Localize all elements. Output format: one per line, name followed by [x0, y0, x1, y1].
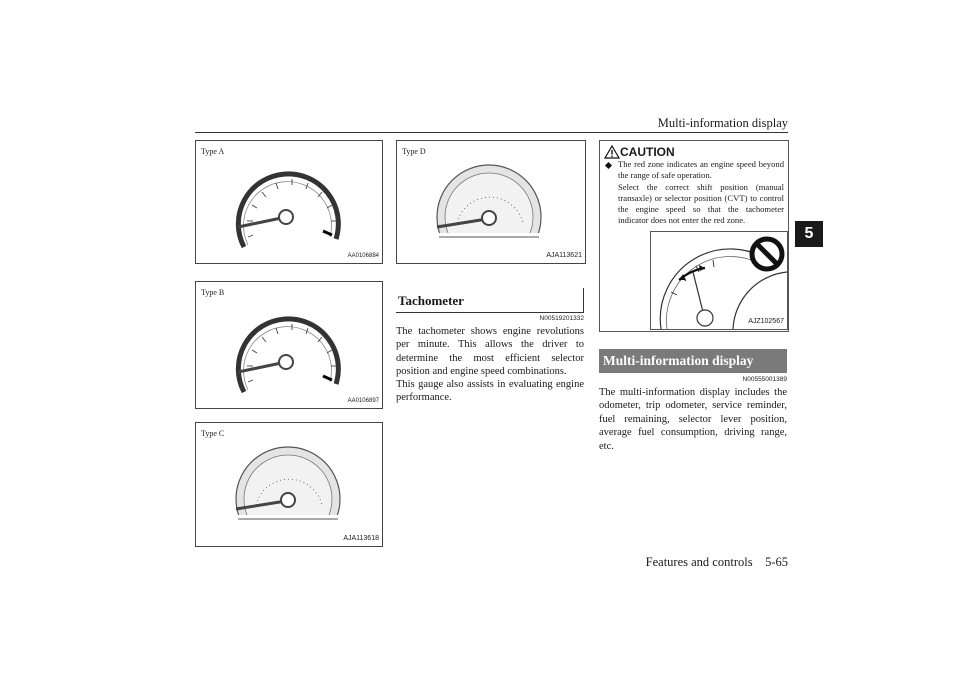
- caution-figure-code: AJZ102567: [748, 318, 784, 325]
- figure-code: AJA113621: [546, 252, 582, 259]
- multi-info-heading: [599, 349, 787, 373]
- tachometer-gauge-d: [397, 141, 585, 263]
- header-rule: [195, 132, 788, 133]
- tachometer-gauge-b: [196, 282, 382, 408]
- tachometer-gauge-c: [196, 423, 382, 546]
- figure-type-a: [195, 140, 383, 264]
- footer-section: Features and controls: [645, 555, 753, 569]
- tachometer-heading-text: Tachometer: [398, 293, 464, 308]
- caution-text-1: The red zone indicates an engine speed beyond the range of safe operation.: [618, 159, 784, 180]
- no-entry-icon: [749, 236, 785, 272]
- warning-triangle-icon: [604, 145, 620, 159]
- figure-type-c: [195, 422, 383, 547]
- caution-box: [599, 140, 789, 332]
- tachometer-code: N00519201332: [539, 315, 584, 322]
- figure-code: AA0106884: [347, 253, 379, 259]
- tachometer-heading: [396, 288, 584, 313]
- figure-type-d: [396, 140, 586, 264]
- heading-corner: [583, 288, 584, 312]
- caution-figure: [650, 231, 788, 330]
- tachometer-paragraph-2: This gauge also assists in evaluating engine performance.: [396, 379, 584, 404]
- multi-info-code: N00555001389: [742, 376, 787, 383]
- page-footer: [560, 555, 788, 570]
- figure-label: Type C: [201, 429, 225, 438]
- bullet-diamond-icon: [605, 162, 612, 169]
- figure-type-b: [195, 281, 383, 409]
- chapter-tab[interactable]: 5: [795, 221, 823, 247]
- figure-code: AJA113618: [343, 535, 379, 542]
- figure-code: AA0106897: [347, 398, 379, 404]
- caution-text-2: Select the correct shift position (manual transaxle) or selector position (CVT) to control the engine speed so that the tachometer indicator does not enter the red zone.: [618, 182, 784, 225]
- caution-title: CAUTION: [620, 145, 675, 159]
- header-title: Multi-information display: [657, 116, 788, 130]
- figure-label: Type D: [402, 147, 426, 156]
- multi-info-heading-text: Multi-information display: [603, 353, 754, 368]
- figure-label: Type B: [201, 288, 225, 297]
- tachometer-gauge-a: [196, 141, 382, 263]
- tachometer-paragraph-1: The tachometer shows engine revolutions per minute. This allows the driver to determine the most efficient selector position and engine speed combinations.: [396, 326, 584, 378]
- figure-label: Type A: [201, 147, 225, 156]
- footer-page-number: 5-65: [765, 555, 788, 569]
- multi-info-paragraph: The multi-information display includes the odometer, trip odometer, service reminder, fuel remaining, selector lever position, average fuel consumption, driving range, etc.: [599, 387, 787, 452]
